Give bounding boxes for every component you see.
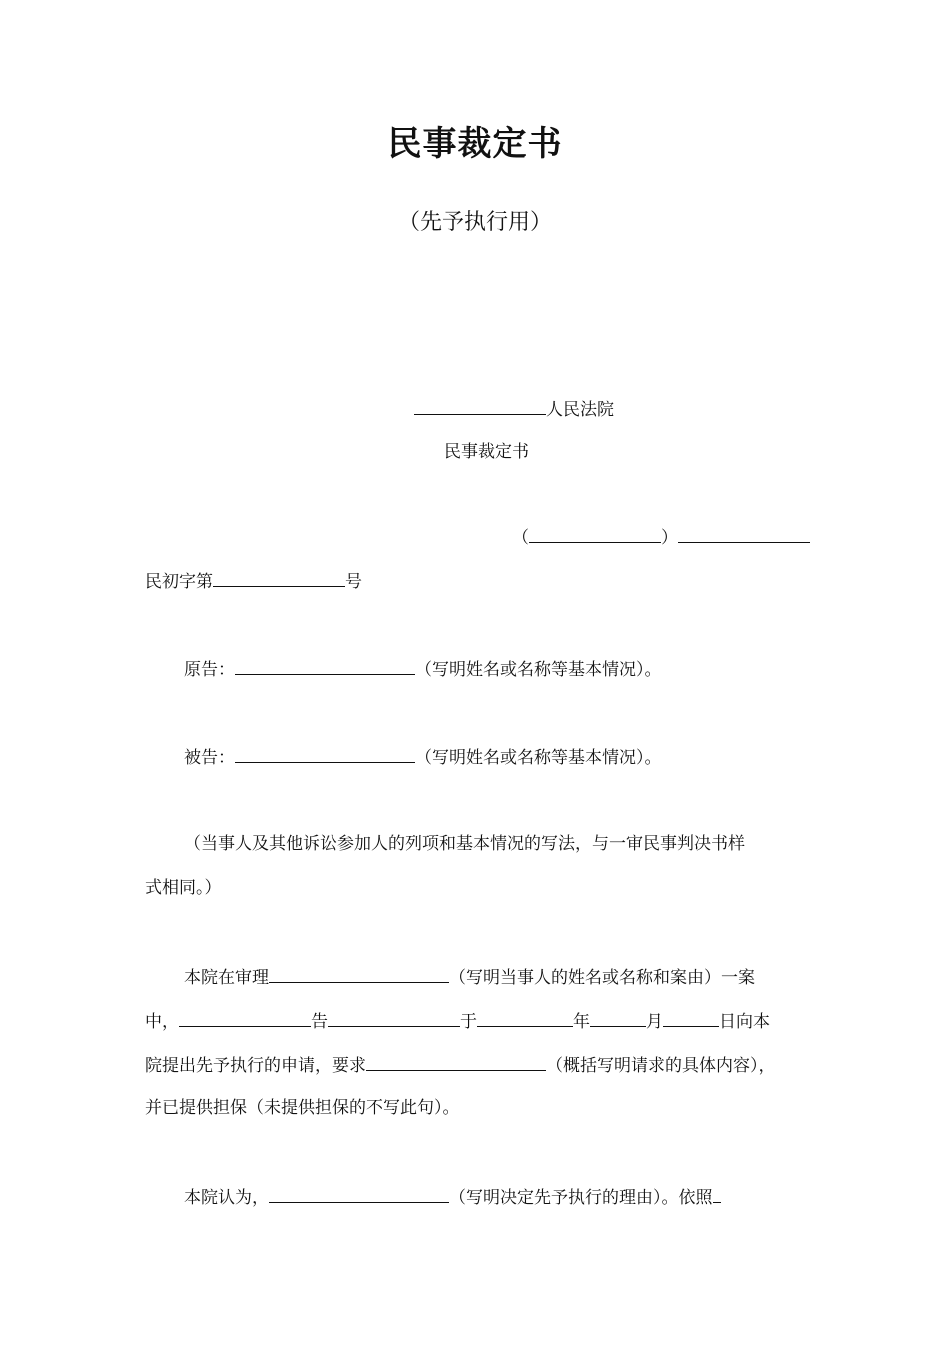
law-basis-blank[interactable]	[713, 1184, 721, 1203]
para1-text: （概括写明请求的具体内容），	[546, 1056, 776, 1076]
defendant-blank[interactable]	[235, 744, 415, 763]
para1-text: 本院在审理	[184, 968, 269, 988]
applicant-name-blank[interactable]	[328, 1008, 460, 1027]
plaintiff-note: （写明姓名或名称等基本情况）。	[415, 660, 662, 680]
defendant-line	[184, 744, 662, 770]
case-number-line-2	[145, 568, 362, 594]
paren-open: （	[512, 528, 529, 548]
day-blank[interactable]	[663, 1008, 719, 1027]
para2-text: （写明决定先予执行的理由）。依照	[449, 1188, 713, 1208]
para1-text: （写明当事人的姓名或名称和案由）一案	[449, 968, 755, 988]
para2-line-1	[184, 1184, 721, 1210]
para1-text: 于	[460, 1012, 477, 1032]
case-year-blank[interactable]	[529, 524, 661, 543]
para1-line-2	[145, 1008, 770, 1034]
paren-close: ）	[661, 528, 678, 548]
plaintiff-blank[interactable]	[235, 656, 415, 675]
para1-line-3	[145, 1052, 776, 1078]
para1-text: 告	[311, 1012, 328, 1032]
document-subtitle: （先予执行用）	[397, 210, 552, 235]
case-prefix: 民初字第	[145, 572, 213, 592]
defendant-label: 被告：	[184, 748, 235, 768]
parties-note-line-2: 式相同。）	[145, 878, 222, 898]
para1-line-4: 并已提供担保（未提供担保的不写此句）。	[145, 1098, 460, 1118]
para1-text: 院提出先予执行的申请，要求	[145, 1056, 366, 1076]
year-blank[interactable]	[477, 1008, 573, 1027]
court-name-line	[414, 396, 614, 422]
doc-name-line	[444, 440, 529, 464]
case-suffix: 号	[345, 572, 362, 592]
court-suffix: 人民法院	[546, 400, 614, 420]
parties-note-line-1: （当事人及其他诉讼参加人的列项和基本情况的写法，与一审民事判决书样	[184, 834, 745, 854]
para2-text: 本院认为，	[184, 1188, 269, 1208]
request-content-blank[interactable]	[366, 1052, 546, 1071]
document-title: 民事裁定书	[387, 124, 563, 164]
case-parties-blank[interactable]	[269, 964, 449, 983]
para1-text: 中，	[145, 1012, 179, 1032]
month-blank[interactable]	[590, 1008, 646, 1027]
para1-text: 年	[573, 1012, 590, 1032]
para1-line-1	[184, 964, 755, 990]
para1-text: 日向本	[719, 1012, 770, 1032]
para1-text: 月	[646, 1012, 663, 1032]
plaintiff-label: 原告：	[184, 660, 235, 680]
defendant-note: （写明姓名或名称等基本情况）。	[415, 748, 662, 768]
court-name-blank[interactable]	[414, 396, 546, 415]
applicant-role-blank[interactable]	[179, 1008, 311, 1027]
reason-blank[interactable]	[269, 1184, 449, 1203]
case-number-blank[interactable]	[213, 568, 345, 587]
doc-name: 民事裁定书	[444, 442, 529, 462]
case-number-line-1	[512, 524, 810, 550]
plaintiff-line	[184, 656, 662, 682]
court-code-blank[interactable]	[678, 524, 810, 543]
